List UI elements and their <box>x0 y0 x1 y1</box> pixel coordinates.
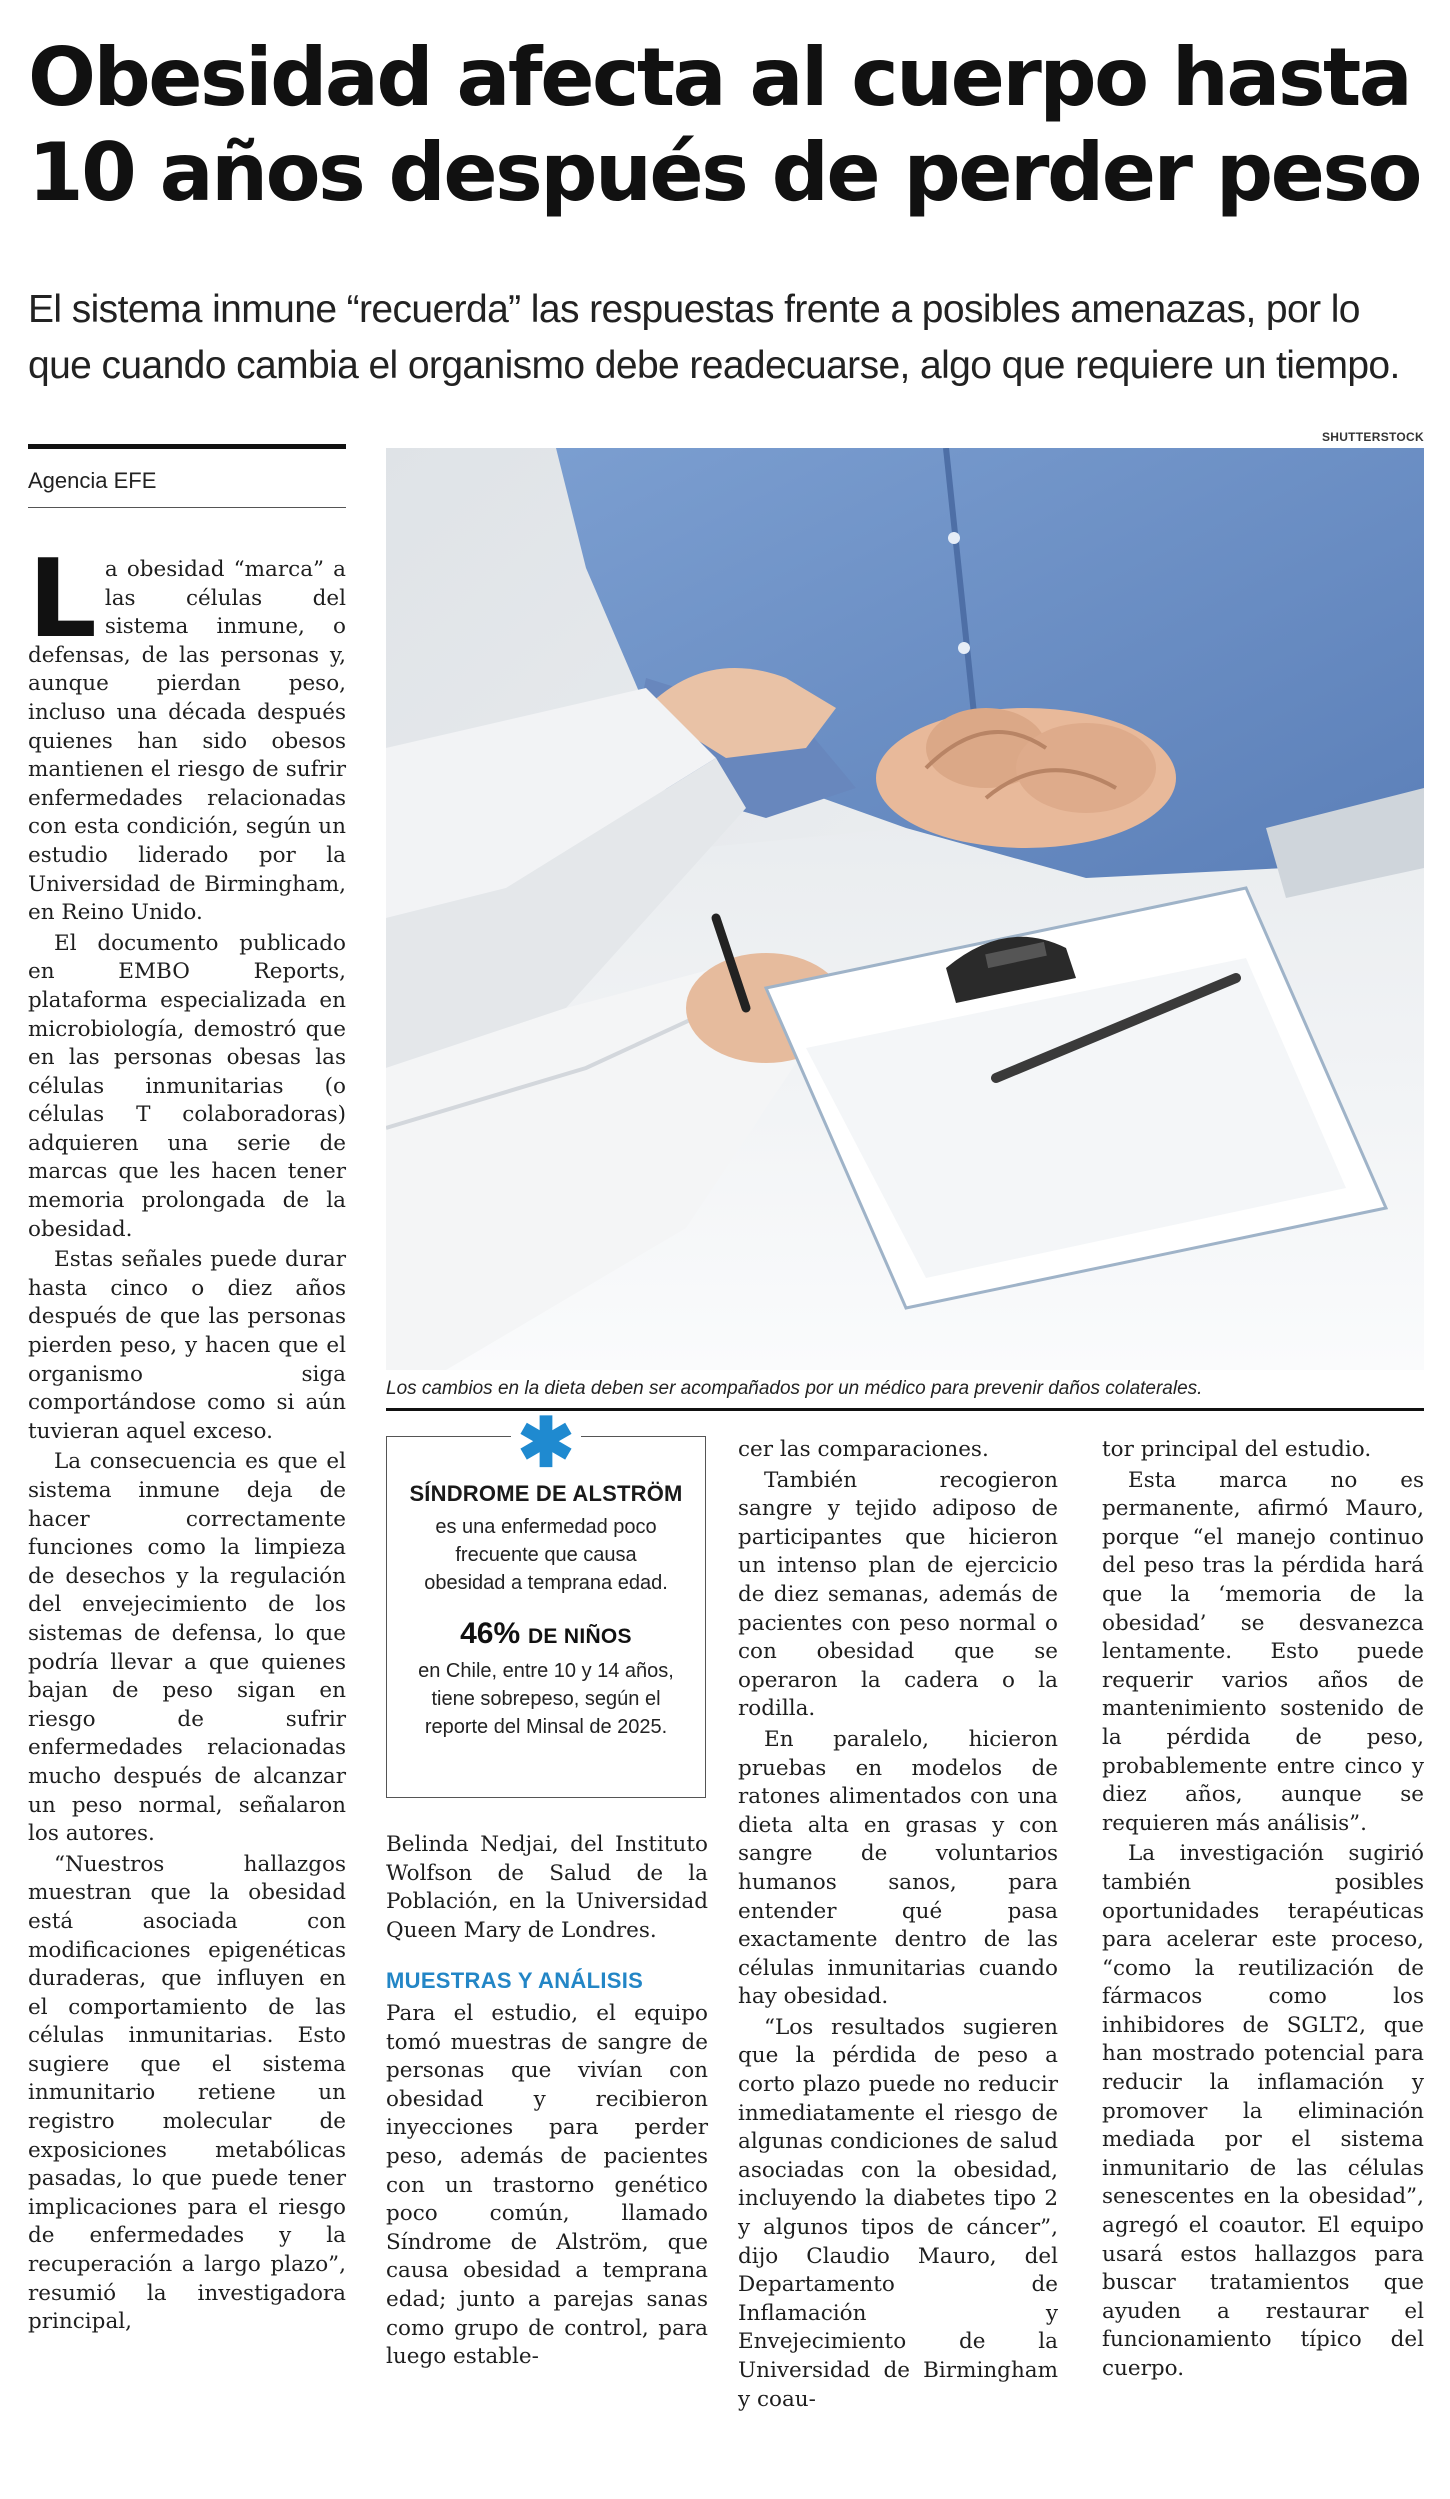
article-paragraph: cer las comparaciones. <box>738 1437 989 1462</box>
photo-caption: Los cambios en la dieta deben ser acompañados por un médico para prevenir daños colaterales. <box>386 1378 1424 1411</box>
article-paragraph: El documento publicado en EMBO Reports, plataforma especializada en microbiología, demostró que en las personas obesas las células inmunitarias (o células T colaboradoras) adquieren una serie de marcas que les hacen tener memoria prolongada de la obesidad. <box>28 930 346 1242</box>
factbox-stat-label: DE NIÑOS <box>527 1625 632 1648</box>
factbox-stat <box>387 1617 705 1651</box>
factbox-text: es una enfermedad poco frecuente que causa obesidad a temprana edad. <box>424 1516 668 1594</box>
article-paragraph: En paralelo, hicieron pruebas en modelos de ratones alimentados con una dieta alta en grasas y con sangre de voluntarios humanos sanos, para entender qué pasa exactamente dentro de las células inmunitarias cuando hay obesidad. <box>738 1726 1058 2010</box>
headline: Obesidad afecta al cuerpo hasta 10 años después de perder peso <box>28 31 1420 219</box>
article-paragraph: Para el estudio, el equipo tomó muestras de sangre de personas que vivían con obesidad y recibieron inyecciones para perder peso, además de pacientes con un trastorno genético poco común, llamado Síndrome de Alström, que causa obesidad a temprana edad; junto a parejas sanas como grupo de control, para luego estable- <box>386 2000 708 2370</box>
byline: Agencia EFE <box>28 468 157 493</box>
article-paragraph: tor principal del estudio. <box>1102 1437 1372 1462</box>
factbox-stat-value: 46% <box>460 1617 521 1650</box>
byline-rule <box>28 444 346 449</box>
article-paragraph: La consecuencia es que el sistema inmune deja de hacer correctamente funciones como la limpieza de desechos y la regulación del envejecimiento de los sistemas de defensa, lo que podría llevar a que quienes bajan de peso sigan en riesgo de sufrir enfermedades relacionadas mucho después de alcanzar un peso normal, señalaron los autores. <box>28 1449 346 1847</box>
factbox-title: SÍNDROME DE ALSTRÖM <box>409 1481 683 1506</box>
article-column-4 <box>1102 1436 1424 2386</box>
factbox-stat-text: en Chile, entre 10 y 14 años, tiene sobrepeso, según el reporte del Minsal de 2025. <box>418 1660 674 1738</box>
article-paragraph: La investigación sugirió también posibles oportunidades terapéuticas para acelerar este proceso, “como la reutilización de fármacos como los inhibidores de SGLT2, que han mostrado potencial para reducir la inflamación y promover la eliminación mediada por el sistema inmunitario de las células senescentes en la obesidad”, agregó el coautor. El equipo usará estos hallazgos para buscar tratamientos que ayuden a restaurar el funcionamiento típico del cuerpo. <box>1102 1841 1424 2381</box>
section-subhead: MUESTRAS Y ANÁLISIS <box>386 1968 644 1994</box>
deck: El sistema inmune “recuerda” las respuestas frente a posibles amenazas, por lo que cuando cambia el organismo debe readecuarse, algo que requiere un tiempo. <box>28 288 1400 387</box>
article-paragraph: Esta marca no es permanente, afirmó Mauro, porque “el manejo continuo del peso tras la pérdida hará que la ‘memoria de la obesidad’ se desvanezca lentamente. Esto puede requerir varios años de mantenimiento sostenido de la pérdida de peso, probablemente entre cinco y diez años, aunque se requieren más análisis”. <box>1102 1467 1424 1836</box>
article-column-1 <box>28 537 346 2339</box>
article-paragraph: La obesidad “marca” a las células del sistema inmune, o defensas, de las personas y, aunque pierdan peso, incluso una década después quienes han sido obesos mantienen el riesgo de sufrir enfermedades relacionadas con esta condición, según un estudio liderado por la Universidad de Birmingham, en Reino Unido. <box>28 537 346 926</box>
article-paragraph: También recogieron sangre y tejido adiposo de participantes que hicieron un intenso plan de ejercicio de diez semanas, además de pacientes con peso normal o con obesidad que se operaron la cadera o la rodilla. <box>738 1467 1058 1722</box>
article-paragraph: Estas señales puede durar hasta cinco o diez años después de que las personas pierden peso, y hacen que el organismo siga comportándose como si aún tuvieran aquel exceso. <box>28 1247 346 1444</box>
photo-credit: SHUTTERSTOCK <box>1321 430 1424 444</box>
article-paragraph: “Los resultados sugieren que la pérdida de peso a corto plazo puede no reducir inmediatamente el riesgo de algunas condiciones de salud asociadas con la obesidad, incluyendo la diabetes tipo 2 y algunos tipos de cáncer”, dijo Claudio Mauro, del Departamento de Inflamación y Envejecimiento de la Universidad de Birmingham y coau- <box>738 2014 1058 2412</box>
article-column-2 <box>386 1831 708 2374</box>
factbox <box>386 1405 706 1798</box>
article-photo <box>386 448 1424 1370</box>
article-column-3 <box>738 1436 1058 2416</box>
byline-divider <box>28 507 346 508</box>
doctor-patient-illustration <box>386 448 1424 1370</box>
dropcap: L <box>28 537 97 662</box>
article-paragraph: “Nuestros hallazgos muestran que la obesidad está asociada con modificaciones epigenéticas duraderas, que influyen en el comportamiento de las células inmunitarias. Esto sugiere que el sistema inmunitario retiene un registro molecular de exposiciones metabólicas pasadas, lo que puede tener implicaciones para el riesgo de enfermedades y la recuperación a largo plazo”, resumió la investigadora principal, <box>28 1851 346 2335</box>
asterisk-icon: ✱ <box>511 1411 581 1471</box>
article-paragraph: Belinda Nedjai, del Instituto Wolfson de Salud de la Población, en la Universidad Queen Mary de Londres. <box>386 1832 708 1943</box>
